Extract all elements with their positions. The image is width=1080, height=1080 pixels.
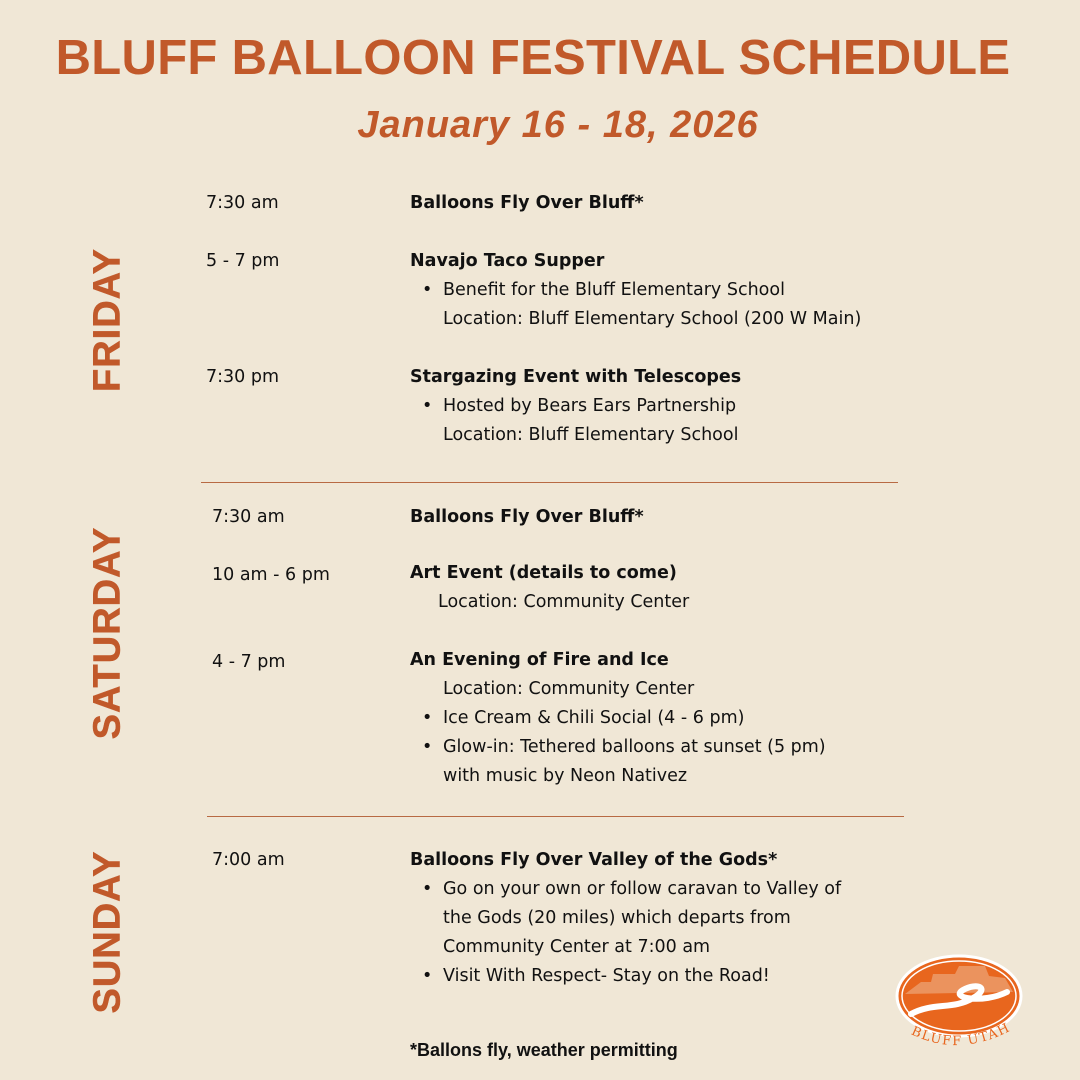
saturday-event-1-time: 7:30 am [212, 507, 285, 527]
sunday-event-1-time: 7:00 am [212, 850, 285, 870]
saturday-event-2-time: 10 am - 6 pm [212, 565, 330, 585]
sunday-event-1-bullet-1-cont-2: Community Center at 7:00 am [443, 937, 711, 957]
friday-event-2-time: 5 - 7 pm [206, 251, 280, 271]
friday-event-2-title: Navajo Taco Supper [410, 251, 605, 271]
logo-text: BLUFF UTAH [908, 1020, 1014, 1050]
page-title: BLUFF BALLOON FESTIVAL SCHEDULE [55, 31, 1011, 85]
bluff-utah-logo [893, 952, 1025, 1057]
friday-event-1-time: 7:30 am [206, 193, 279, 213]
sunday-event-1-bullet-2: • Visit With Respect- Stay on the Road! [443, 966, 770, 986]
footnote: *Ballons fly, weather permitting [410, 1040, 678, 1060]
saturday-event-2-title: Art Event (details to come) [410, 563, 677, 583]
saturday-event-3-location: Location: Community Center [443, 679, 695, 699]
friday-event-3-time: 7:30 pm [206, 367, 280, 387]
saturday-event-2-location: Location: Community Center [438, 592, 690, 612]
section-divider-1 [201, 482, 898, 483]
friday-event-1-title: Balloons Fly Over Bluff* [410, 193, 644, 213]
saturday-event-3-title: An Evening of Fire and Ice [410, 650, 669, 670]
friday-event-2-location: Location: Bluff Elementary School (200 W Main) [443, 309, 862, 329]
sunday-event-1-bullet-1: • Go on your own or follow caravan to Valley of [443, 879, 841, 899]
saturday-event-3-bullet-2: • Glow-in: Tethered balloons at sunset (5 pm) [443, 737, 826, 757]
saturday-event-3-bullet-1: • Ice Cream & Chili Social (4 - 6 pm) [443, 708, 744, 728]
sunday-event-1-title: Balloons Fly Over Valley of the Gods* [410, 850, 778, 870]
friday-event-3-location: Location: Bluff Elementary School [443, 425, 739, 445]
saturday-event-3-time: 4 - 7 pm [212, 652, 286, 672]
friday-event-2-bullet: • Benefit for the Bluff Elementary School [443, 280, 785, 300]
friday-event-3-title: Stargazing Event with Telescopes [410, 367, 742, 387]
saturday-event-1-title: Balloons Fly Over Bluff* [410, 507, 644, 527]
event-dates: January 16 - 18, 2026 [357, 104, 759, 146]
sunday-event-1-bullet-1-cont-1: the Gods (20 miles) which departs from [443, 908, 791, 928]
saturday-event-3-bullet-2-cont: with music by Neon Nativez [443, 766, 688, 786]
section-divider-2 [207, 816, 904, 817]
friday-event-3-bullet: • Hosted by Bears Ears Partnership [443, 396, 736, 416]
